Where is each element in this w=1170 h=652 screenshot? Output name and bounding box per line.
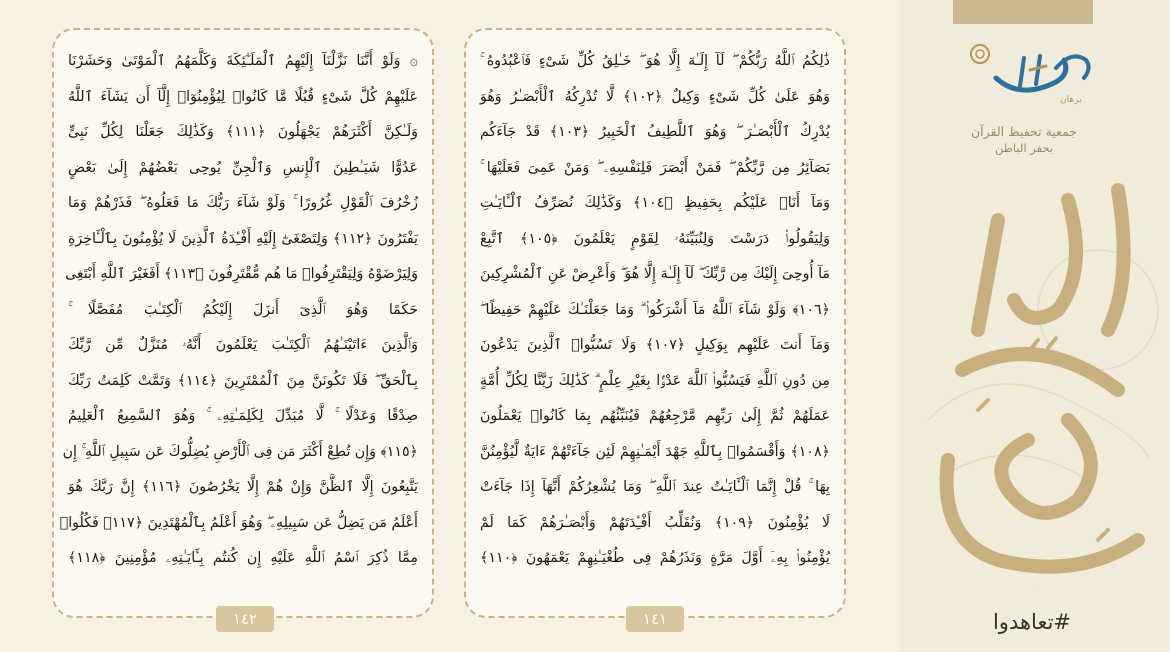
verse-line: وَلَـٰكِنَّ أَكْثَرَهُمْ يَجْهَلُونَ ﴿١١١﴾ وَكَذَٰلِكَ جَعَلْنَا لِكُلِّ نَبِىٍّ <box>68 124 418 140</box>
quran-page-right <box>464 28 846 628</box>
verse-line: عَلَيْهِمْ كُلَّ شَىْءٍ قُبُلًا مَّا كَانُوا۟ لِيُؤْمِنُوٓا۟ إِلَّآ أَن يَشَآءَ ٱللَّهُ <box>68 88 418 105</box>
quran-page-left <box>52 28 434 628</box>
verse-line: يُؤْمِنُوا۟ بِهِۦٓ أَوَّلَ مَرَّةٍ وَنَذَرُهُمْ فِى طُغْيَـٰنِهِمْ يَعْمَهُونَ ﴿١١٠﴾ <box>480 550 830 566</box>
verse-line: مِمَّا ذُكِرَ ٱسْمُ ٱللَّهِ عَلَيْهِ إِن كُنتُم بِـَٔايَـٰتِهِۦ مُؤْمِنِينَ ﴿١١٨﴾ <box>68 550 418 566</box>
verse-line: يَفْتَرُونَ ﴿١١٢﴾ وَلِتَصْغَىٰٓ إِلَيْهِ أَفْـِٔدَةُ ٱلَّذِينَ لَا يُؤْمِنُونَ بِٱلْـَٔاخِرَةِ <box>68 230 419 247</box>
verse-line: حَكَمًا وَهُوَ ٱلَّذِىٓ أَنزَلَ إِلَيْكُمُ ٱلْكِتَـٰبَ مُفَصَّلًا ۚ <box>68 301 418 318</box>
verse-line: وَٱلَّذِينَ ءَاتَيْنَـٰهُمُ ٱلْكِتَـٰبَ يَعْلَمُونَ أَنَّهُۥ مُنَزَّلٌ مِّن رَّبِّكَ <box>68 337 418 353</box>
verse-line: عَمَلَهُمْ ثُمَّ إِلَىٰ رَبِّهِم مَّرْجِعُهُمْ فَيُنَبِّئُهُم بِمَا كَانُوا۟ يَعْمَلُونَ <box>480 408 830 424</box>
page-number-left: ١٤٢ <box>216 606 274 632</box>
verse-line: وَلِيَقُولُوا۟ دَرَسْتَ وَلِنُبَيِّنَهُۥ لِقَوْمٍ يَعْلَمُونَ ﴿١٠٥﴾ ٱتَّبِعْ <box>480 230 830 247</box>
burhan-logo-icon <box>960 38 1100 108</box>
verse-line: وَهُوَ عَلَىٰ كُلِّ شَىْءٍ وَكِيلٌ ﴿١٠٢﴾ لَّا تُدْرِكُهُ ٱلْأَبْصَـٰرُ وَهُوَ <box>480 88 830 105</box>
verse-line: عَدُوًّا شَيَـٰطِينَ ٱلْإِنسِ وَٱلْجِنِّ يُوحِى بَعْضُهُمْ إِلَىٰ بَعْضٍ <box>68 159 418 176</box>
verse-line: ﴿١٠٨﴾ وَأَقْسَمُوا۟ بِٱللَّهِ جَهْدَ أَيْمَـٰنِهِمْ لَئِن جَآءَتْهُمْ ءَايَةٌ لَّيُؤْمِنُنَّ <box>480 443 830 460</box>
verse-line: يُدْرِكُ ٱلْأَبْصَـٰرَ ۖ وَهُوَ ٱللَّطِيفُ ٱلْخَبِيرُ ﴿١٠٣﴾ قَدْ جَآءَكُم <box>480 124 830 140</box>
association-name <box>962 124 1086 156</box>
verse-line: مِن دُونِ ٱللَّهِ فَيَسُبُّوا۟ ٱللَّهَ عَدْوًۢا بِغَيْرِ عِلْمٍ ۗ كَذَٰلِكَ زَيَّنَّا لِكُلِّ أُمَّةٍ <box>480 372 830 389</box>
verse-line: وَمَآ أَنتَ عَلَيْهِم بِوَكِيلٍ ﴿١٠٧﴾ وَلَا تَسُبُّوا۟ ٱلَّذِينَ يَدْعُونَ <box>480 337 830 353</box>
branding-panel <box>900 0 1170 652</box>
campaign-title: تعاهدوا <box>1035 584 1041 586</box>
logo-text: برهان <box>1060 95 1082 105</box>
verse-line: بِهَا ۚ قُلْ إِنَّمَا ٱلْـَٔايَـٰتُ عِندَ ٱللَّهِ ۖ وَمَا يُشْعِرُكُمْ أَنَّهَآ إِذَا جَآءَتْ <box>480 479 830 495</box>
verse-line: ﴿١٠٦﴾ وَلَوْ شَآءَ ٱللَّهُ مَآ أَشْرَكُوا۟ ۗ وَمَا جَعَلْنَـٰكَ عَلَيْهِمْ حَفِيظًا ۖ <box>480 301 830 318</box>
verse-line: صِدْقًا وَعَدْلًا ۚ لَّا مُبَدِّلَ لِكَلِمَـٰتِهِۦ ۚ وَهُوَ ٱلسَّمِيعُ ٱلْعَلِيمُ <box>68 408 418 424</box>
verse-line: لَا يُؤْمِنُونَ ﴿١٠٩﴾ وَنُقَلِّبُ أَفْـِٔدَتَهُمْ وَأَبْصَـٰرَهُمْ كَمَا لَمْ <box>480 514 830 531</box>
verse-line: بِٱلْحَقِّ ۖ فَلَا تَكُونَنَّ مِنَ ٱلْمُمْتَرِينَ ﴿١١٤﴾ وَتَمَّتْ كَلِمَتُ رَبِّكَ <box>68 372 419 389</box>
verse-line: ذَٰلِكُمُ ٱللَّهُ رَبُّكُمْ ۖ لَآ إِلَـٰهَ إِلَّا هُوَ ۖ خَـٰلِقُ كُلِّ شَىْءٍ فَٱعْبُدُوهُ ۚ <box>480 53 830 69</box>
hashtag-label: #تعاهدوا <box>992 610 1072 634</box>
verse-line: وَلِيَرْضَوْهُ وَلِيَقْتَرِفُوا۟ مَا هُم مُّقْتَرِفُونَ ﴿١١٣﴾ أَفَغَيْرَ ٱللَّهِ أَبْتَغِى <box>65 266 418 282</box>
verse-line: ۞ وَلَوْ أَنَّنَا نَزَّلْنَآ إِلَيْهِمُ ٱلْمَلَـٰٓئِكَةَ وَكَلَّمَهُمُ ٱلْمَوْتَىٰ وَحَشَرْنَا <box>68 53 418 69</box>
association-title: جمعية تحفيظ القرآن <box>970 124 1078 139</box>
page-number-right: ١٤١ <box>626 606 684 632</box>
verse-line: زُخْرُفَ ٱلْقَوْلِ غُرُورًا ۚ وَلَوْ شَآءَ رَبُّكَ مَا فَعَلُوهُ ۖ فَذَرْهُمْ وَمَا <box>68 195 418 211</box>
verse-line: يَتَّبِعُونَ إِلَّا ٱلظَّنَّ وَإِنْ هُمْ إِلَّا يَخْرُصُونَ ﴿١١٦﴾ إِنَّ رَبَّكَ هُوَ <box>68 479 418 495</box>
top-accent-bar <box>953 0 1093 24</box>
verse-line: مَآ أُوحِىَ إِلَيْكَ مِن رَّبِّكَ ۖ لَآ إِلَـٰهَ إِلَّا هُوَ ۖ وَأَعْرِضْ عَنِ ٱلْمُشْرِكِينَ <box>480 266 830 282</box>
verse-line: وَمَآ أَنَا۠ عَلَيْكُم بِحَفِيظٍ ﴿١٠٤﴾ وَكَذَٰلِكَ نُصَرِّفُ ٱلْـَٔايَـٰتِ <box>480 195 830 211</box>
verse-line: ﴿١١٥﴾ وَإِن تُطِعْ أَكْثَرَ مَن فِى ٱلْأَرْضِ يُضِلُّوكَ عَن سَبِيلِ ٱللَّهِ ۚ إِن <box>62 443 418 460</box>
verse-line: أَعْلَمُ مَن يَضِلُّ عَن سَبِيلِهِۦ ۖ وَهُوَ أَعْلَمُ بِٱلْمُهْتَدِينَ ﴿١١٧﴾ فَكُلُوا۟ <box>59 514 418 531</box>
association-city: بحفر الباطن <box>994 141 1054 155</box>
campaign-calligraphy <box>918 160 1158 590</box>
verse-line: بَصَآئِرُ مِن رَّبِّكُمْ ۖ فَمَنْ أَبْصَرَ فَلِنَفْسِهِۦ ۖ وَمَنْ عَمِىَ فَعَلَيْهَا ۚ <box>480 159 830 176</box>
